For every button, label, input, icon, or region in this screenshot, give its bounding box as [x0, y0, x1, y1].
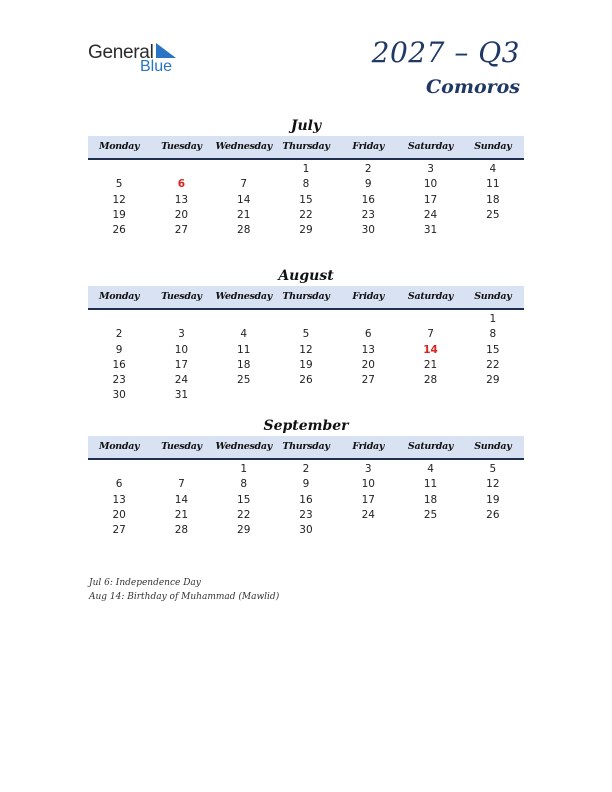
day-cell: 22	[486, 358, 500, 371]
month-name: August	[278, 268, 334, 284]
day-cell	[337, 388, 399, 403]
week-row	[88, 493, 524, 508]
day-cell	[462, 223, 524, 238]
day-cell	[399, 388, 461, 403]
day-cell: 28	[174, 524, 189, 537]
day-cell: 31	[174, 389, 189, 402]
week-row	[88, 462, 524, 477]
week-row	[88, 523, 524, 538]
weekday-header: Wednesday	[215, 141, 272, 152]
day-cell: 4	[240, 328, 248, 341]
day-cell: 15	[299, 193, 313, 206]
week-row	[88, 177, 524, 192]
weekday-header: Friday	[352, 141, 385, 152]
week-row	[88, 388, 524, 403]
weekday-header: Friday	[352, 291, 385, 302]
day-cell	[150, 162, 212, 177]
day-cell: 31	[423, 224, 438, 237]
day-cell: 17	[423, 193, 438, 206]
weekday-header: Sunday	[474, 441, 512, 452]
day-cell: 10	[174, 343, 189, 356]
weekday-header: Saturday	[407, 141, 454, 152]
day-cell: 22	[299, 208, 313, 221]
day-cell: 5	[302, 328, 310, 341]
general-blue-logo	[88, 40, 188, 76]
day-cell: 30	[361, 224, 375, 237]
day-cell: 18	[423, 493, 438, 506]
weekday-header-row	[88, 136, 524, 160]
day-cell: 26	[486, 508, 500, 521]
day-cell: 3	[427, 163, 434, 175]
day-cell	[213, 388, 275, 403]
day-cell: 9	[302, 478, 310, 491]
day-cell	[150, 312, 212, 327]
day-cell: 8	[489, 328, 497, 341]
day-cell	[337, 523, 399, 538]
day-cell: 8	[302, 178, 310, 191]
day-cell: 11	[423, 478, 438, 491]
day-cell: 18	[486, 193, 500, 206]
week-row	[88, 358, 524, 373]
day-cell: 20	[361, 358, 375, 371]
day-cell: 28	[423, 374, 438, 387]
weekday-header: Thursday	[282, 291, 330, 302]
logo-triangle-icon	[156, 43, 176, 58]
day-cell: 12	[486, 478, 500, 491]
month-calendar-july	[88, 116, 524, 238]
day-cell	[337, 312, 399, 327]
day-cell: 4	[489, 163, 497, 175]
day-cell: 13	[361, 343, 375, 356]
day-cell: 10	[423, 178, 438, 191]
day-cell: 30	[112, 389, 126, 402]
day-cell: 27	[174, 224, 189, 237]
day-cell: 15	[486, 343, 500, 356]
day-cell: 28	[237, 224, 251, 237]
day-cell: 10	[361, 478, 375, 491]
weekday-header: Tuesday	[161, 441, 202, 452]
day-cell: 18	[237, 358, 251, 371]
page-title: 2027 – Q3	[371, 36, 520, 69]
day-cell	[88, 462, 150, 477]
weekday-header: Wednesday	[215, 441, 272, 452]
day-cell: 12	[299, 343, 313, 356]
day-cell: 3	[364, 463, 372, 475]
day-cell	[399, 312, 461, 327]
day-cell: 27	[361, 374, 375, 387]
day-cell: 1	[302, 163, 310, 175]
day-cell	[275, 388, 337, 403]
day-cell: 26	[112, 224, 126, 237]
day-cell: 9	[115, 343, 123, 356]
day-cell: 30	[299, 524, 313, 537]
weekday-header: Monday	[99, 441, 140, 452]
week-row	[88, 208, 524, 223]
weekday-header-row	[88, 286, 524, 310]
week-row	[88, 373, 524, 388]
day-cell: 20	[174, 208, 189, 221]
day-cell: 25	[237, 374, 251, 387]
weekday-header-row	[88, 436, 524, 460]
month-calendar-september	[88, 416, 524, 538]
day-cell: 6	[364, 328, 372, 341]
day-cell: 21	[174, 508, 189, 521]
day-cell: 1	[489, 313, 497, 325]
day-cell: 14	[237, 193, 251, 206]
day-cell: 2	[364, 163, 372, 175]
day-cell: 6	[115, 478, 123, 491]
day-cell: 16	[361, 193, 375, 206]
day-cell: 23	[299, 508, 313, 521]
holiday-note: Aug 14: Birthday of Muhammad (Mawlid)	[89, 591, 280, 602]
weekday-header: Thursday	[282, 141, 330, 152]
day-cell	[88, 312, 150, 327]
day-cell: 23	[361, 208, 375, 221]
country-name: Comoros	[426, 76, 520, 98]
week-row	[88, 343, 524, 358]
day-cell: 7	[240, 178, 248, 191]
weekday-header: Thursday	[282, 441, 330, 452]
day-cell: 20	[112, 508, 126, 521]
day-cell: 19	[112, 208, 126, 221]
day-cell: 23	[112, 374, 126, 387]
day-cell: 14	[174, 493, 189, 506]
day-cell: 25	[423, 508, 438, 521]
day-cell: 27	[112, 524, 126, 537]
day-cell: 21	[237, 208, 251, 221]
day-cell: 3	[178, 328, 185, 341]
week-row	[88, 508, 524, 523]
month-calendar-august	[88, 266, 524, 404]
weekday-header: Saturday	[407, 291, 454, 302]
day-cell	[150, 462, 212, 477]
weekday-header: Saturday	[407, 441, 454, 452]
day-cell: 26	[299, 374, 313, 387]
day-cell	[462, 388, 524, 403]
day-cell: 15	[237, 493, 251, 506]
day-cell: 17	[174, 358, 189, 371]
day-cell: 1	[240, 463, 248, 475]
weekday-header: Tuesday	[161, 291, 202, 302]
day-cell	[399, 523, 461, 538]
logo-text-general: General	[88, 42, 154, 63]
day-cell: 29	[486, 374, 500, 387]
week-row	[88, 477, 524, 492]
day-cell: 2	[115, 328, 123, 341]
month-name: July	[290, 118, 322, 134]
day-cell: 8	[240, 478, 248, 491]
weekday-header: Monday	[99, 141, 140, 152]
week-row	[88, 327, 524, 342]
month-name: September	[263, 418, 349, 434]
day-cell: 11	[237, 343, 251, 356]
week-row	[88, 162, 524, 177]
holiday-notes	[89, 577, 279, 604]
day-cell: 19	[299, 358, 313, 371]
day-cell: 24	[174, 374, 189, 387]
weekday-header: Sunday	[474, 291, 512, 302]
logo-text-blue: Blue	[140, 58, 173, 75]
day-cell: 13	[112, 493, 126, 506]
day-cell: 2	[302, 463, 310, 475]
day-cell: 24	[361, 508, 375, 521]
day-cell	[213, 162, 275, 177]
day-cell: 13	[174, 193, 189, 206]
week-row	[88, 193, 524, 208]
day-cell: 29	[237, 524, 251, 537]
day-cell: 14	[423, 343, 438, 356]
day-cell: 21	[423, 358, 438, 371]
day-cell	[462, 523, 524, 538]
weekday-header: Wednesday	[215, 291, 272, 302]
week-row	[88, 312, 524, 327]
day-cell: 16	[299, 493, 313, 506]
day-cell: 17	[361, 493, 375, 506]
day-cell	[275, 312, 337, 327]
day-cell	[88, 162, 150, 177]
day-cell: 7	[178, 478, 185, 491]
day-cell: 16	[112, 358, 126, 371]
day-cell: 25	[486, 208, 500, 221]
week-row	[88, 223, 524, 238]
day-cell: 5	[489, 463, 497, 475]
weekday-header: Monday	[99, 291, 140, 302]
weekday-header: Sunday	[474, 141, 512, 152]
holiday-note: Jul 6: Independence Day	[89, 578, 201, 588]
weekday-header: Tuesday	[161, 141, 202, 152]
weekday-header: Friday	[352, 441, 385, 452]
day-cell: 11	[486, 178, 500, 191]
day-cell	[213, 312, 275, 327]
day-cell: 4	[427, 463, 434, 475]
day-cell: 6	[177, 178, 186, 191]
day-cell: 22	[237, 508, 251, 521]
day-cell: 5	[115, 178, 123, 191]
day-cell: 24	[423, 208, 438, 221]
day-cell: 12	[112, 193, 126, 206]
day-cell: 9	[364, 178, 372, 191]
day-cell: 19	[486, 493, 500, 506]
day-cell: 7	[427, 328, 434, 341]
day-cell: 29	[299, 224, 313, 237]
